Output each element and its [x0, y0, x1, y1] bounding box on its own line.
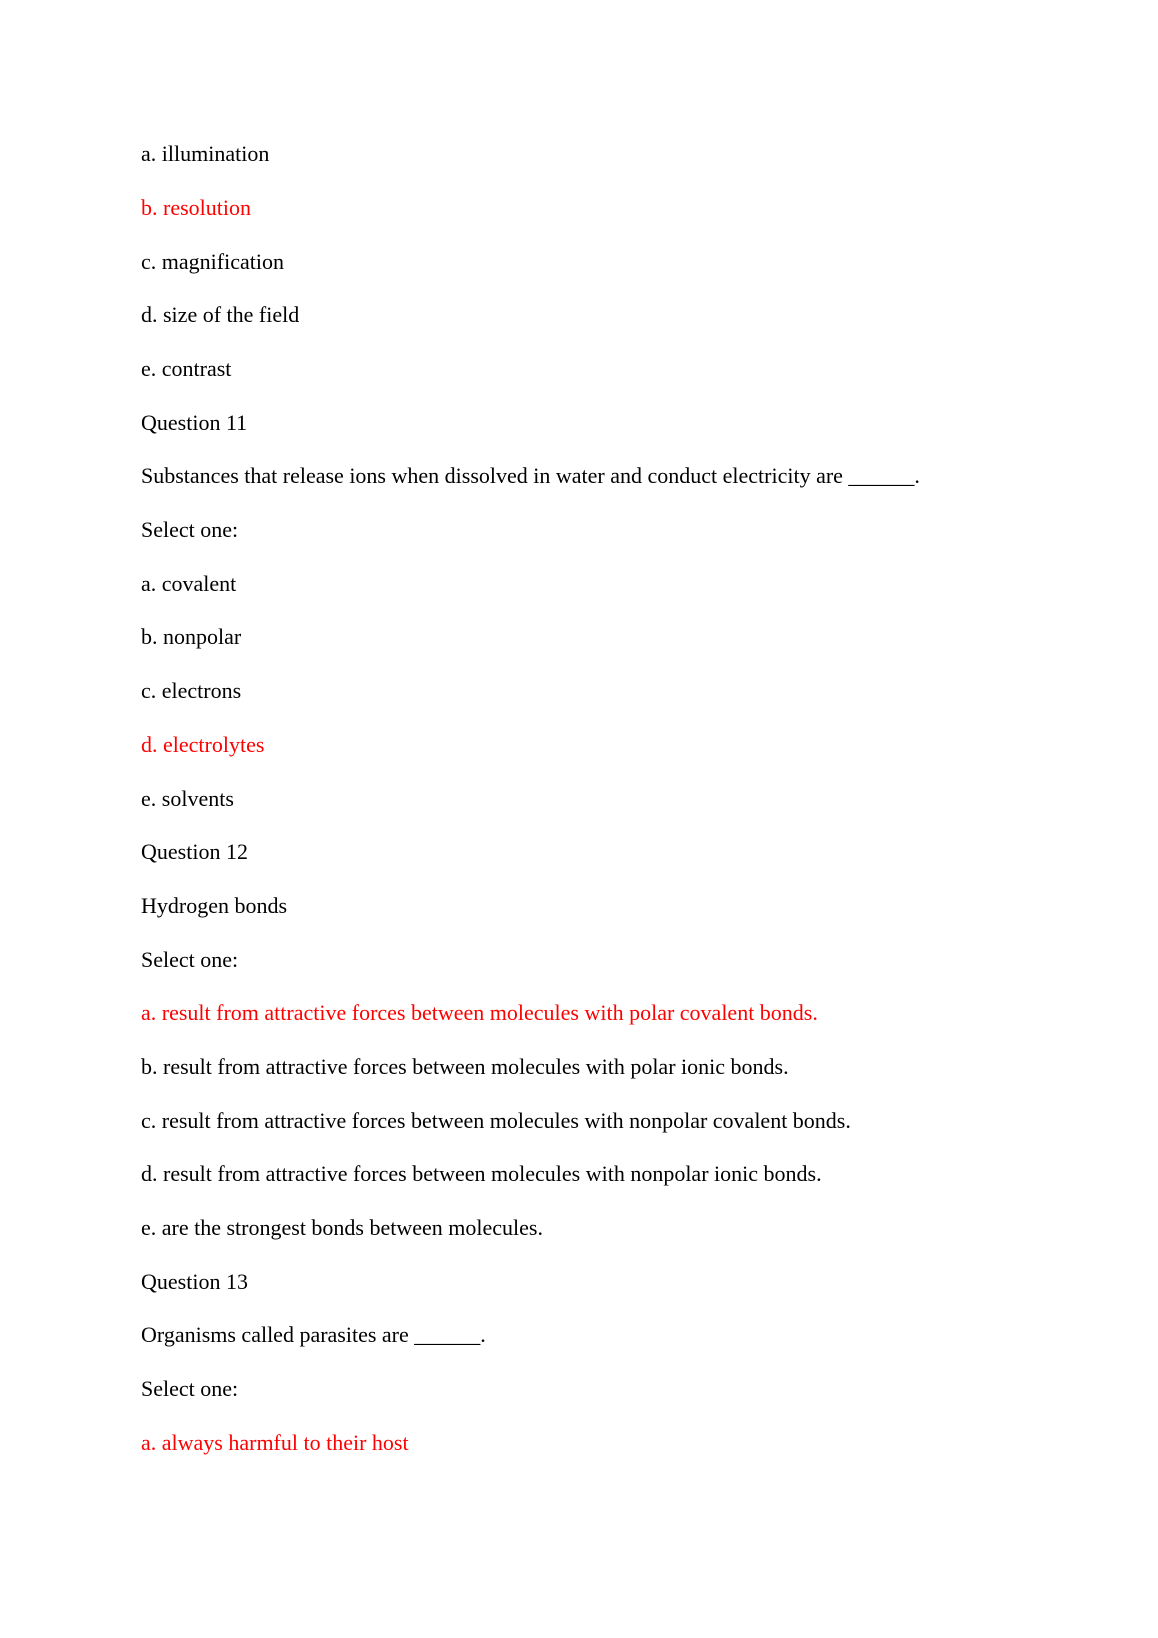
q13-select-label: Select one: — [141, 1376, 239, 1401]
q12-heading: Question 12 — [141, 839, 248, 864]
q10-option-a[interactable]: a. illumination — [141, 141, 270, 166]
q13-prompt: Organisms called parasites are ______. — [141, 1322, 486, 1347]
q11-select-label: Select one: — [141, 517, 239, 542]
q12-option-a-correct[interactable]: a. result from attractive forces between molecules with polar covalent bonds. — [141, 1000, 818, 1025]
q11-option-e[interactable]: e. solvents — [141, 786, 234, 811]
q12-option-e[interactable]: e. are the strongest bonds between molecules. — [141, 1215, 543, 1240]
q12-option-b[interactable]: b. result from attractive forces between molecules with polar ionic bonds. — [141, 1054, 789, 1079]
q13-heading: Question 13 — [141, 1269, 248, 1294]
q10-option-e[interactable]: e. contrast — [141, 356, 232, 381]
q13-option-a-correct[interactable]: a. always harmful to their host — [141, 1430, 409, 1455]
q12-option-c[interactable]: c. result from attractive forces between molecules with nonpolar covalent bonds. — [141, 1108, 851, 1133]
q11-option-b[interactable]: b. nonpolar — [141, 624, 242, 649]
q11-option-d-correct[interactable]: d. electrolytes — [141, 732, 265, 757]
q10-option-b-correct[interactable]: b. resolution — [141, 195, 251, 220]
q12-prompt: Hydrogen bonds — [141, 893, 288, 918]
q12-select-label: Select one: — [141, 947, 239, 972]
q11-option-a[interactable]: a. covalent — [141, 571, 237, 596]
q11-heading: Question 11 — [141, 410, 248, 435]
q10-option-d[interactable]: d. size of the field — [141, 302, 300, 327]
q11-prompt: Substances that release ions when dissolved in water and conduct electricity are ______. — [141, 463, 920, 488]
q10-option-c[interactable]: c. magnification — [141, 249, 284, 274]
q12-option-d[interactable]: d. result from attractive forces between molecules with nonpolar ionic bonds. — [141, 1161, 822, 1186]
q11-option-c[interactable]: c. electrons — [141, 678, 242, 703]
